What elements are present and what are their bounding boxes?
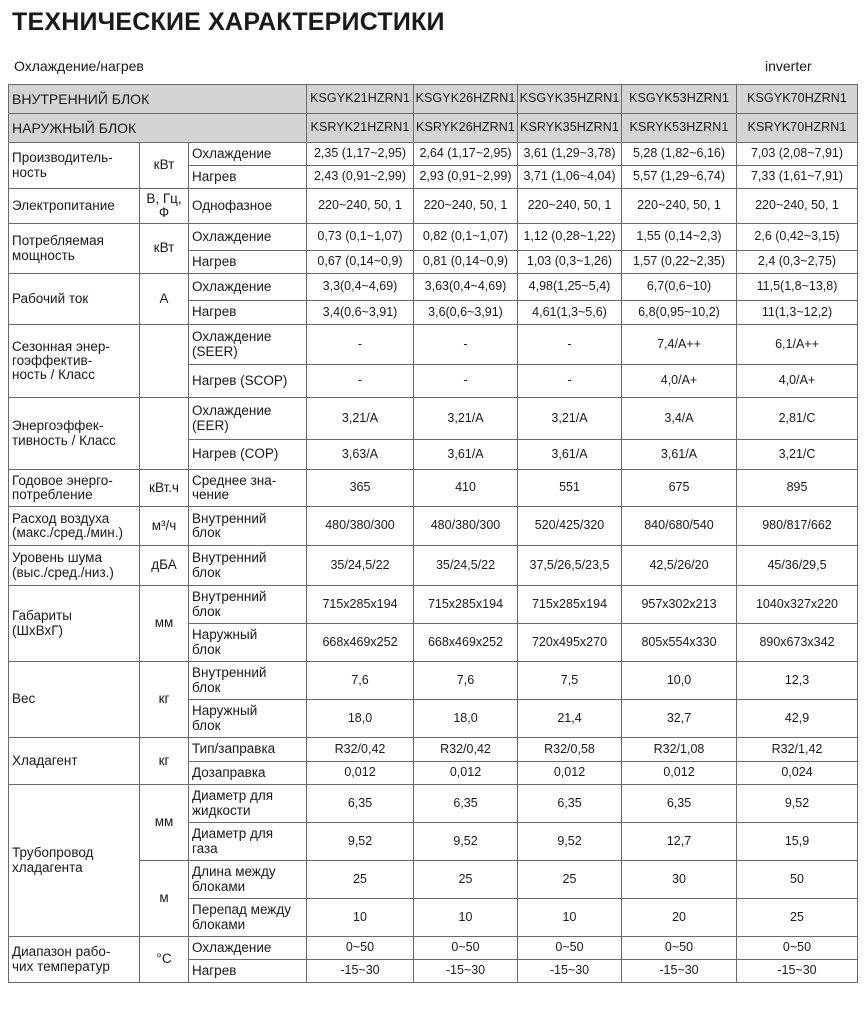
outdoor-unit-header-row xyxy=(9,114,858,143)
value-cell: 6,35 xyxy=(307,785,414,823)
value-cell: 220~240, 50, 1 xyxy=(307,189,414,224)
value-cell: 0~50 xyxy=(307,937,414,960)
value-cell: 0~50 xyxy=(737,937,858,960)
indoor-model-name: KSGYK26HZRN1 xyxy=(414,85,518,114)
value-cell: 3,63/A xyxy=(307,440,414,470)
parameter-name: Длина между блоками xyxy=(189,861,307,899)
value-cell: 3,21/A xyxy=(414,398,518,440)
value-cell: 2,4 (0,3~2,75) xyxy=(737,251,858,274)
value-cell: 7,5 xyxy=(518,662,622,700)
outdoor-unit-label: НАРУЖНЫЙ БЛОК xyxy=(9,114,307,143)
parameter-name: Охлаждение xyxy=(189,143,307,166)
value-cell: 12,7 xyxy=(622,823,737,861)
parameter-group-name: Производитель- ность xyxy=(9,143,140,189)
parameter-name: Нагрев xyxy=(189,251,307,274)
inverter-label: inverter xyxy=(765,58,812,74)
value-cell: 3,4/A xyxy=(622,398,737,440)
value-cell: 410 xyxy=(414,470,518,507)
value-cell: 3,61 (1,29~3,78) xyxy=(518,143,622,166)
parameter-name: Наружный блок xyxy=(189,700,307,738)
value-cell: 7,33 (1,61~7,91) xyxy=(737,166,858,189)
page-title: ТЕХНИЧЕСКИЕ ХАРАКТЕРИСТИКИ xyxy=(12,8,445,36)
spec-row xyxy=(9,189,858,224)
parameter-name: Однофазное xyxy=(189,189,307,224)
value-cell: 1,03 (0,3~1,26) xyxy=(518,251,622,274)
value-cell: 11,5(1,8~13,8) xyxy=(737,274,858,301)
value-cell: 9,52 xyxy=(307,823,414,861)
value-cell: 50 xyxy=(737,861,858,899)
value-cell: 3,71 (1,06~4,04) xyxy=(518,166,622,189)
outdoor-model-name: KSRYK26HZRN1 xyxy=(414,114,518,143)
value-cell: 4,0/A+ xyxy=(622,365,737,398)
value-cell: 1,57 (0,22~2,35) xyxy=(622,251,737,274)
value-cell: - xyxy=(518,365,622,398)
value-cell: 7,4/A++ xyxy=(622,325,737,365)
value-cell: 805x554x330 xyxy=(622,624,737,662)
value-cell: 9,52 xyxy=(518,823,622,861)
unit-cell: дБА xyxy=(140,546,189,586)
parameter-name: Внутренний блок xyxy=(189,662,307,700)
spec-row xyxy=(9,470,858,507)
value-cell: 35/24,5/22 xyxy=(414,546,518,586)
value-cell: 890x673x342 xyxy=(737,624,858,662)
value-cell: -15~30 xyxy=(414,960,518,983)
parameter-group-name: Рабочий ток xyxy=(9,274,140,325)
parameter-name: Охлаждение (EER) xyxy=(189,398,307,440)
value-cell: 3,21/A xyxy=(518,398,622,440)
value-cell: 0,012 xyxy=(622,762,737,785)
value-cell: 20 xyxy=(622,899,737,937)
value-cell: 520/425/320 xyxy=(518,507,622,546)
value-cell: 11(1,3~12,2) xyxy=(737,301,858,325)
outdoor-model-name: KSRYK53HZRN1 xyxy=(622,114,737,143)
parameter-name: Среднее зна- чение xyxy=(189,470,307,507)
value-cell: 551 xyxy=(518,470,622,507)
value-cell: 220~240, 50, 1 xyxy=(414,189,518,224)
value-cell: 10 xyxy=(414,899,518,937)
value-cell: 3,61/A xyxy=(518,440,622,470)
value-cell: 715x285x194 xyxy=(414,586,518,624)
value-cell: 668x469x252 xyxy=(414,624,518,662)
value-cell: 220~240, 50, 1 xyxy=(622,189,737,224)
value-cell: 9,52 xyxy=(737,785,858,823)
value-cell: 6,35 xyxy=(414,785,518,823)
value-cell: 3,4(0,6~3,91) xyxy=(307,301,414,325)
indoor-model-name: KSGYK21HZRN1 xyxy=(307,85,414,114)
value-cell: 7,6 xyxy=(307,662,414,700)
value-cell: 0,82 (0,1~1,07) xyxy=(414,224,518,251)
value-cell: -15~30 xyxy=(622,960,737,983)
value-cell: 21,4 xyxy=(518,700,622,738)
value-cell: 35/24,5/22 xyxy=(307,546,414,586)
value-cell: 480/380/300 xyxy=(307,507,414,546)
value-cell: 1040x327x220 xyxy=(737,586,858,624)
unit-cell: °C xyxy=(140,937,189,983)
value-cell: 18,0 xyxy=(307,700,414,738)
spec-row xyxy=(9,785,858,823)
value-cell: 0,012 xyxy=(518,762,622,785)
value-cell: - xyxy=(518,325,622,365)
parameter-name: Наружный блок xyxy=(189,624,307,662)
spec-row xyxy=(9,586,858,624)
value-cell: 365 xyxy=(307,470,414,507)
spec-row xyxy=(9,224,858,251)
value-cell: 4,61(1,3~5,6) xyxy=(518,301,622,325)
parameter-name: Нагрев (SCOP) xyxy=(189,365,307,398)
value-cell: 6,35 xyxy=(518,785,622,823)
value-cell: 3,61/A xyxy=(414,440,518,470)
value-cell: 895 xyxy=(737,470,858,507)
value-cell: 6,35 xyxy=(622,785,737,823)
value-cell: 30 xyxy=(622,861,737,899)
value-cell: 6,7(0,6~10) xyxy=(622,274,737,301)
parameter-name: Охлаждение xyxy=(189,937,307,960)
parameter-name: Внутренний блок xyxy=(189,507,307,546)
parameter-name: Нагрев xyxy=(189,166,307,189)
value-cell: 7,03 (2,08~7,91) xyxy=(737,143,858,166)
value-cell: 3,3(0,4~4,69) xyxy=(307,274,414,301)
value-cell: 9,52 xyxy=(414,823,518,861)
parameter-group-name: Вес xyxy=(9,662,140,738)
parameter-group-name: Сезонная энер- гоэффектив- ность / Класс xyxy=(9,325,140,398)
value-cell: - xyxy=(414,325,518,365)
value-cell: 840/680/540 xyxy=(622,507,737,546)
value-cell: 675 xyxy=(622,470,737,507)
value-cell: R32/0,42 xyxy=(307,738,414,762)
outdoor-model-name: KSRYK21HZRN1 xyxy=(307,114,414,143)
value-cell: 220~240, 50, 1 xyxy=(737,189,858,224)
value-cell: 25 xyxy=(518,861,622,899)
value-cell: -15~30 xyxy=(307,960,414,983)
value-cell: 42,9 xyxy=(737,700,858,738)
parameter-group-name: Хладагент xyxy=(9,738,140,785)
value-cell: 6,8(0,95~10,2) xyxy=(622,301,737,325)
spec-row xyxy=(9,398,858,440)
value-cell: 668x469x252 xyxy=(307,624,414,662)
value-cell: 980/817/662 xyxy=(737,507,858,546)
value-cell: 715x285x194 xyxy=(307,586,414,624)
unit-cell: кг xyxy=(140,662,189,738)
value-cell: 3,63(0,4~4,69) xyxy=(414,274,518,301)
value-cell: 6,1/A++ xyxy=(737,325,858,365)
parameter-name: Тип/заправка xyxy=(189,738,307,762)
value-cell: 25 xyxy=(737,899,858,937)
spec-row xyxy=(9,143,858,166)
outdoor-model-name: KSRYK35HZRN1 xyxy=(518,114,622,143)
parameter-group-name: Электропитание xyxy=(9,189,140,224)
value-cell: 0,73 (0,1~1,07) xyxy=(307,224,414,251)
mode-subtitle: Охлаждение/нагрев xyxy=(14,58,144,74)
specifications-table xyxy=(8,84,858,983)
unit-cell: В, Гц, Ф xyxy=(140,189,189,224)
unit-cell: м xyxy=(140,861,189,937)
value-cell: 32,7 xyxy=(622,700,737,738)
value-cell: 2,6 (0,42~3,15) xyxy=(737,224,858,251)
value-cell: 720x495x270 xyxy=(518,624,622,662)
unit-cell: кВт xyxy=(140,224,189,274)
parameter-group-name: Потребляемая мощность xyxy=(9,224,140,274)
value-cell: 4,98(1,25~5,4) xyxy=(518,274,622,301)
value-cell: 15,9 xyxy=(737,823,858,861)
value-cell: 10 xyxy=(307,899,414,937)
parameter-group-name: Трубопровод хладагента xyxy=(9,785,140,937)
parameter-group-name: Габариты (ШхВхГ) xyxy=(9,586,140,662)
outdoor-model-name: KSRYK70HZRN1 xyxy=(737,114,858,143)
parameter-name: Охлаждение xyxy=(189,224,307,251)
value-cell: 7,6 xyxy=(414,662,518,700)
value-cell: - xyxy=(307,365,414,398)
spec-row xyxy=(9,274,858,301)
value-cell: - xyxy=(414,365,518,398)
value-cell: R32/1,08 xyxy=(622,738,737,762)
parameter-name: Нагрев xyxy=(189,301,307,325)
unit-cell: A xyxy=(140,274,189,325)
value-cell: 715x285x194 xyxy=(518,586,622,624)
value-cell: 2,43 (0,91~2,99) xyxy=(307,166,414,189)
value-cell: 1,55 (0,14~2,3) xyxy=(622,224,737,251)
value-cell: 0,81 (0,14~0,9) xyxy=(414,251,518,274)
value-cell: 25 xyxy=(307,861,414,899)
unit-cell: кВт.ч xyxy=(140,470,189,507)
value-cell: 1,12 (0,28~1,22) xyxy=(518,224,622,251)
unit-cell: кВт xyxy=(140,143,189,189)
spec-row xyxy=(9,937,858,960)
parameter-name: Диаметр для жидкости xyxy=(189,785,307,823)
value-cell: 2,81/C xyxy=(737,398,858,440)
value-cell: 0,024 xyxy=(737,762,858,785)
parameter-name: Внутренний блок xyxy=(189,586,307,624)
parameter-group-name: Годовое энерго- потребление xyxy=(9,470,140,507)
unit-cell xyxy=(140,398,189,470)
value-cell: -15~30 xyxy=(518,960,622,983)
value-cell: 4,0/A+ xyxy=(737,365,858,398)
unit-cell: м³/ч xyxy=(140,507,189,546)
value-cell: 45/36/29,5 xyxy=(737,546,858,586)
value-cell: 42,5/26/20 xyxy=(622,546,737,586)
parameter-name: Перепад между блоками xyxy=(189,899,307,937)
value-cell: 5,28 (1,82~6,16) xyxy=(622,143,737,166)
parameter-name: Дозаправка xyxy=(189,762,307,785)
value-cell: R32/1,42 xyxy=(737,738,858,762)
value-cell: 0,67 (0,14~0,9) xyxy=(307,251,414,274)
parameter-name: Охлаждение (SEER) xyxy=(189,325,307,365)
value-cell: 957x302x213 xyxy=(622,586,737,624)
spec-row xyxy=(9,662,858,700)
value-cell: 25 xyxy=(414,861,518,899)
value-cell: - xyxy=(307,325,414,365)
value-cell: 0~50 xyxy=(622,937,737,960)
value-cell: 3,21/A xyxy=(307,398,414,440)
spec-row xyxy=(9,738,858,762)
value-cell: 3,21/C xyxy=(737,440,858,470)
parameter-name: Диаметр для газа xyxy=(189,823,307,861)
spec-row xyxy=(9,546,858,586)
value-cell: 10,0 xyxy=(622,662,737,700)
value-cell: 2,93 (0,91~2,99) xyxy=(414,166,518,189)
unit-cell: мм xyxy=(140,785,189,861)
parameter-name: Нагрев (COP) xyxy=(189,440,307,470)
parameter-group-name: Энергоэффек- тивность / Класс xyxy=(9,398,140,470)
unit-cell: кг xyxy=(140,738,189,785)
unit-cell: мм xyxy=(140,586,189,662)
value-cell: 2,35 (1,17~2,95) xyxy=(307,143,414,166)
value-cell: 0~50 xyxy=(414,937,518,960)
indoor-model-name: KSGYK53HZRN1 xyxy=(622,85,737,114)
parameter-group-name: Диапазон рабо- чих температур xyxy=(9,937,140,983)
parameter-name: Внутренний блок xyxy=(189,546,307,586)
value-cell: 18,0 xyxy=(414,700,518,738)
value-cell: -15~30 xyxy=(737,960,858,983)
indoor-unit-header-row xyxy=(9,85,858,114)
value-cell: 37,5/26,5/23,5 xyxy=(518,546,622,586)
value-cell: 3,6(0,6~3,91) xyxy=(414,301,518,325)
value-cell: 10 xyxy=(518,899,622,937)
indoor-unit-label: ВНУТРЕННИЙ БЛОК xyxy=(9,85,307,114)
value-cell: 3,61/A xyxy=(622,440,737,470)
parameter-name: Охлаждение xyxy=(189,274,307,301)
indoor-model-name: KSGYK70HZRN1 xyxy=(737,85,858,114)
spec-row xyxy=(9,325,858,365)
unit-cell xyxy=(140,325,189,398)
value-cell: 0,012 xyxy=(414,762,518,785)
spec-row xyxy=(9,507,858,546)
value-cell: 220~240, 50, 1 xyxy=(518,189,622,224)
value-cell: 12,3 xyxy=(737,662,858,700)
value-cell: 0,012 xyxy=(307,762,414,785)
value-cell: 2,64 (1,17~2,95) xyxy=(414,143,518,166)
parameter-name: Нагрев xyxy=(189,960,307,983)
parameter-group-name: Уровень шума (выс./сред./низ.) xyxy=(9,546,140,586)
value-cell: 5,57 (1,29~6,74) xyxy=(622,166,737,189)
value-cell: R32/0,58 xyxy=(518,738,622,762)
value-cell: 480/380/300 xyxy=(414,507,518,546)
value-cell: R32/0,42 xyxy=(414,738,518,762)
parameter-group-name: Расход воздуха (макс./сред./мин.) xyxy=(9,507,140,546)
indoor-model-name: KSGYK35HZRN1 xyxy=(518,85,622,114)
value-cell: 0~50 xyxy=(518,937,622,960)
